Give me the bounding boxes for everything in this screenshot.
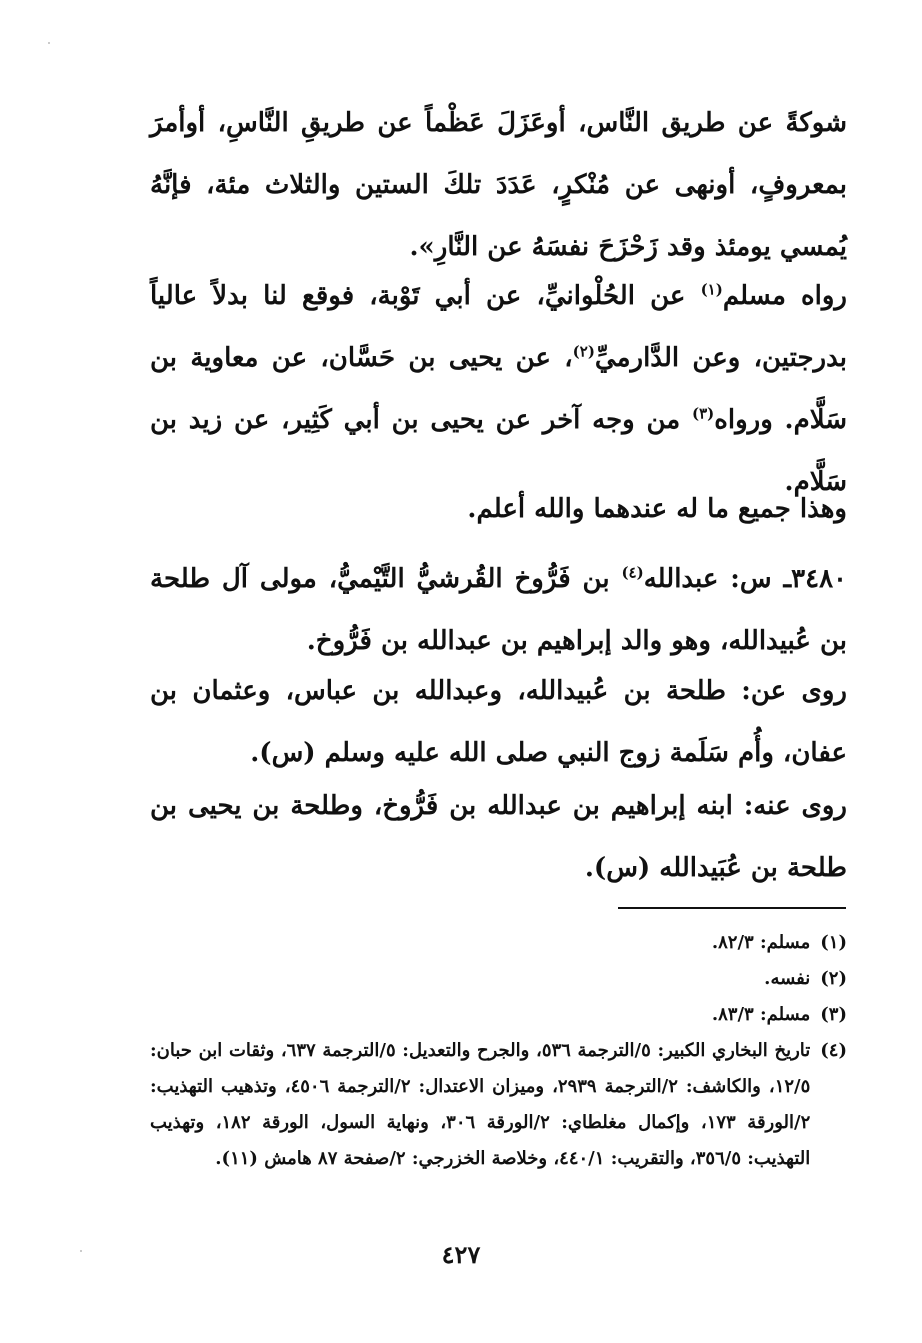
scan-speck [48, 42, 50, 44]
narrated-by-label: روى عنه: [732, 791, 847, 821]
entry-name: عبدالله [643, 564, 719, 594]
hadith-continuation-paragraph: شوكةً عن طريق النَّاس، أوعَزَلَ عَظْماً عن طريقِ النَّاسِ، أوأمرَ بمعروفٍ، أونهى عن مُنْكرٍ، عَدَدَ تلكَ الستين والثلاث مئة، فإنَّهُ يُمسي يومئذ وقد زَحْزَحَ نفسَهُ عن النَّارِ». [150, 108, 847, 262]
footnote-item [150, 997, 847, 1033]
footnote-ref-1: (١) [700, 280, 723, 299]
narration-text-b: عن الحُلْوانيِّ، عن أبي تَوْبة، فوقع لنا بدلاً عالياً بدرجتين، وعن الدَّارميِّ [150, 281, 847, 373]
narration-text-d: من وجه آخر عن يحيى بن أبي كَثِير، عن زيد بن سَلَّام. [150, 405, 847, 497]
footnote-number: (٣) [820, 1004, 847, 1025]
footnote-text: مسلم: ٨٣/٣. [711, 1004, 811, 1025]
narration-text-c: ، عن يحيى بن حَسَّان، عن معاوية بن سَلَّام. ورواه [150, 343, 847, 435]
closing-paragraph: وهذا جميع ما له عندهما والله أعلم. [467, 494, 847, 524]
page-number: ٤٢٧ [441, 1240, 481, 1269]
footnote-text: نفسه. [764, 968, 811, 989]
entry-heading-paragraph [150, 548, 847, 672]
narrated-from-label: روى عن: [725, 676, 847, 706]
footnote-item [150, 961, 847, 997]
entry-number: ٣٤٨٠ـ س: [718, 564, 847, 594]
footnote-ref-2: (٢) [572, 342, 595, 361]
footnote-item [150, 1033, 847, 1177]
footnote-number: (٢) [820, 968, 847, 989]
narrated-from-paragraph [150, 660, 847, 784]
footnote-text: مسلم: ٨٢/٣. [711, 932, 811, 953]
narrated-from-text: طلحة بن عُبيدالله، وعبدالله بن عباس، وعثمان بن عفان، وأُم سَلَمة زوج النبي صلى الله عليه وسلم (س). [150, 676, 847, 768]
narrated-by-text: ابنه إبراهيم بن عبدالله بن فَرُّوخ، وطلحة بن يحيى بن طلحة بن عُبَيدالله (س). [150, 791, 847, 883]
footnote-item [150, 925, 847, 961]
footnote-ref-3: (٣) [691, 404, 715, 423]
narrated-by-paragraph [150, 775, 847, 899]
footnote-text: تاريخ البخاري الكبير: ٥/الترجمة ٥٣٦، والجرح والتعديل: ٥/الترجمة ٦٣٧، وثقات ابن حبان: ١٢/٥، والكاشف: ٢/الترجمة ٢٩٣٩، وميزان الاعتدال: ٢/الترجمة ٤٥٠٦، وتذهيب التهذيب: ٢/الورقة ١٧٣، وإكمال مغلطاي: ٢/الورقة ٣٠٦، ونهاية السول، الورقة ١٨٢، وتهذيب التهذيب: ٣٥٦/٥، والتقريب: ٤٤٠/١، وخلاصة الخزرجي: ٢/صفحة ٨٧ هامش (١١). [150, 1040, 811, 1169]
narration-paragraph [150, 265, 847, 513]
entry-rest: بن فَرُّوخ القُرشيُّ التَّيْميُّ، مولى آل طلحة بن عُبيدالله، وهو والد إبراهيم بن عبدالله بن فَرُّوخ. [150, 564, 847, 656]
footnote-number: (٤) [820, 1040, 847, 1061]
narration-text-a: رواه مسلم [722, 281, 847, 311]
footnote-number: (١) [820, 932, 847, 953]
footnote-ref-4: (٤) [621, 563, 644, 582]
footnotes [150, 925, 847, 1177]
footnote-separator [618, 907, 846, 909]
